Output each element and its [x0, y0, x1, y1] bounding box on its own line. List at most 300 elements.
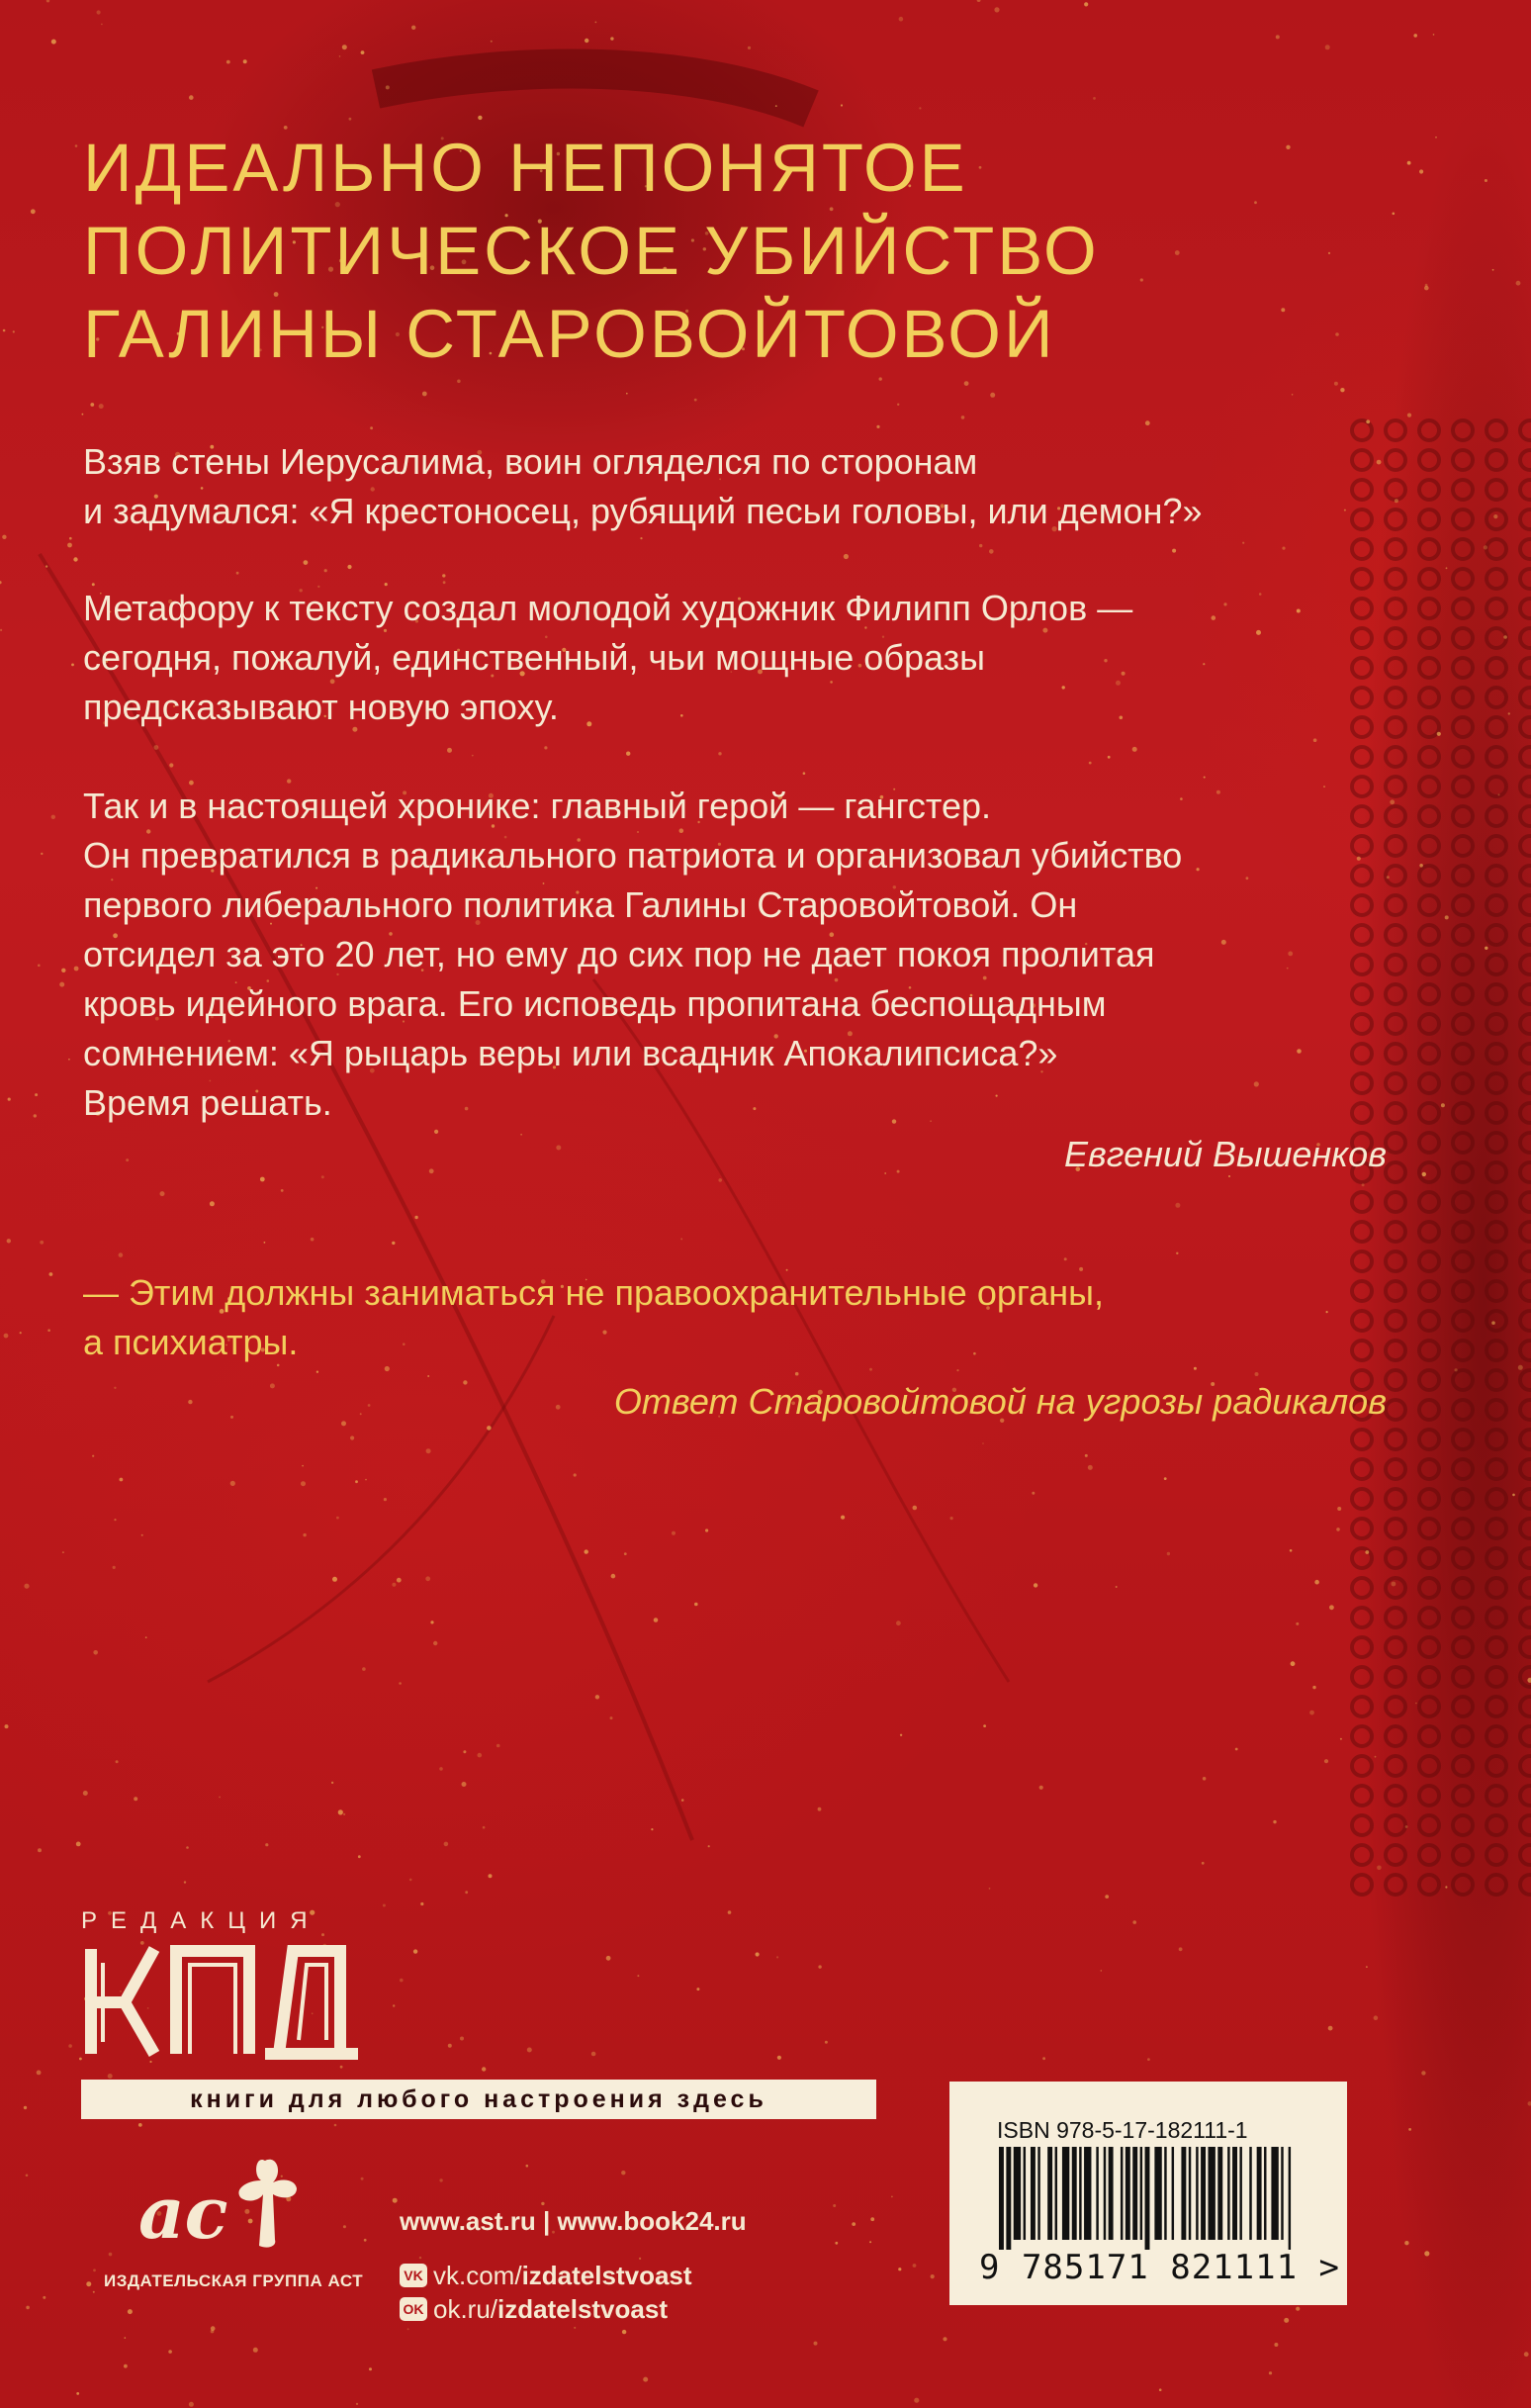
speckle [108, 2074, 113, 2079]
barcode-bar [1257, 2147, 1262, 2240]
speckle [226, 60, 230, 64]
speckle [1392, 1582, 1396, 1587]
speckle [931, 2274, 935, 2278]
speckle [1340, 388, 1344, 392]
speckle [114, 1519, 116, 1521]
speckle [230, 1416, 233, 1419]
speckle [1508, 712, 1510, 714]
speckle [126, 1158, 129, 1161]
speckle [61, 969, 65, 972]
speckle [1441, 1103, 1445, 1107]
speckle [392, 1242, 395, 1245]
barcode-bar [1126, 2147, 1130, 2240]
speckle [358, 1855, 361, 1858]
speckle [1518, 1365, 1523, 1370]
speckle [336, 1517, 339, 1520]
speckle [1329, 1605, 1334, 1610]
speckle [210, 1201, 215, 1206]
speckle [1032, 1492, 1035, 1495]
paragraph-line: Так и в настоящей хронике: главный герой — гангстер. [83, 786, 992, 826]
speckle [69, 537, 72, 540]
speckle [718, 1178, 722, 1182]
barcode-icon [999, 2147, 1296, 2250]
speckle [76, 2392, 79, 2395]
speckle [422, 392, 427, 397]
speckle [1042, 2057, 1045, 2060]
speckle [439, 2178, 442, 2181]
speckle [341, 1421, 346, 1426]
vk-icon: VK [400, 2264, 427, 2287]
barcode-bar [1289, 2147, 1291, 2250]
speckle [393, 2198, 398, 2203]
speckle [1273, 1820, 1276, 1823]
speckle [429, 1168, 434, 1173]
speckle [1503, 635, 1507, 639]
paragraph-line: сегодня, пожалуй, единственный, чьи мощные образы [83, 637, 985, 678]
quote-line: а психиатры. [83, 1322, 299, 1362]
speckle [361, 2177, 364, 2180]
paragraph-line: и задумался: «Я крестоносец, рубящий песьи головы, или демон?» [83, 491, 1203, 531]
speckle [444, 1842, 449, 1847]
speckle [51, 815, 55, 819]
speckle [124, 2364, 128, 2368]
speckle [1269, 2371, 1272, 2374]
speckle [76, 1842, 81, 1847]
speckle [186, 1846, 189, 1849]
speckle [1325, 45, 1330, 49]
speckle [1484, 545, 1487, 549]
speckle [705, 1528, 708, 1531]
speckle [1290, 1549, 1293, 1552]
speckle [1064, 1257, 1067, 1260]
barcode-bar [1079, 2147, 1081, 2240]
speckle [994, 7, 999, 12]
speckle [1176, 1252, 1178, 1254]
speckle [869, 1368, 872, 1371]
speckle [708, 1845, 710, 1847]
speckle [643, 2377, 648, 2382]
speckle [1425, 284, 1428, 287]
publisher-websites[interactable]: www.ast.ru | www.book24.ru [400, 2206, 747, 2236]
speckle [407, 2328, 409, 2330]
speckle [13, 330, 15, 332]
speckle [621, 2171, 625, 2175]
speckle [463, 1750, 466, 1753]
speckle [1255, 1372, 1259, 1376]
speckle [1235, 1748, 1238, 1751]
speckle [219, 1797, 221, 1799]
speckle [59, 982, 64, 987]
speckle [349, 118, 352, 121]
speckle [1375, 1756, 1377, 1758]
speckle [964, 381, 969, 386]
speckle [611, 1574, 616, 1579]
quote-line: — Этим должны заниматься не правоохранительные органы, [83, 1272, 1104, 1313]
speckle [20, 1332, 22, 1334]
speckle [1286, 145, 1290, 149]
speckle [487, 1426, 492, 1431]
speckle [626, 752, 630, 756]
speckle [574, 1473, 577, 1476]
barcode-bar [1031, 2147, 1036, 2240]
speckle [119, 1252, 124, 1257]
speckle [90, 403, 94, 407]
speckle [1034, 1583, 1037, 1587]
speckle [803, 772, 806, 775]
speckle [365, 1479, 367, 1481]
speckle [1314, 1580, 1319, 1585]
speckle [728, 1910, 732, 1914]
paragraph-line: Время решать. [83, 1082, 332, 1123]
speckle [833, 2204, 836, 2207]
speckle [841, 1516, 845, 1520]
speckle [950, 1517, 953, 1520]
speckle [243, 59, 247, 63]
author-signature: Евгений Вышенков [1063, 1134, 1387, 1174]
barcode-panel [949, 2082, 1347, 2305]
ok-link[interactable] [400, 2292, 747, 2326]
barcode-bar [1208, 2147, 1215, 2240]
speckle [1455, 1368, 1458, 1371]
barcode-bar [1006, 2147, 1011, 2250]
speckle [818, 1965, 821, 1968]
speckle [483, 1826, 486, 1829]
speckle [527, 2048, 532, 2053]
speckle [1413, 34, 1417, 38]
speckle [977, 0, 981, 2]
speckle [1491, 1321, 1495, 1325]
speckle [145, 1636, 147, 1638]
speckle [585, 1549, 588, 1553]
speckle [47, 1329, 50, 1332]
speckle [347, 565, 351, 569]
speckle [852, 2222, 856, 2226]
speckle [694, 399, 697, 402]
speckle [211, 2330, 215, 2334]
speckle [1132, 747, 1137, 752]
title-line: ГАЛИНЫ СТАРОВОЙТОВОЙ [83, 296, 1056, 372]
ast-logo-icon [138, 2147, 316, 2256]
speckle [120, 1478, 124, 1482]
speckle [73, 557, 77, 561]
speckle [355, 1480, 358, 1483]
speckle [113, 1566, 116, 1569]
barcode-bar [1121, 2147, 1123, 2240]
speckle [696, 1988, 699, 1991]
speckle [324, 569, 327, 572]
speckle [1421, 2071, 1425, 2075]
speckle [640, 537, 642, 539]
speckle [109, 2253, 113, 2257]
speckle [1194, 1367, 1197, 1370]
speckle [914, 2398, 919, 2403]
speckle [1324, 1759, 1328, 1763]
speckle [1334, 382, 1338, 386]
speckle [302, 1465, 304, 1467]
speckle [270, 1383, 275, 1388]
speckle [835, 2242, 838, 2245]
speckle [1274, 2343, 1278, 2347]
speckle [409, 1879, 412, 1882]
speckle [370, 426, 373, 429]
speckle [626, 393, 628, 395]
barcode-bar [1227, 2147, 1229, 2240]
speckle [610, 37, 613, 40]
speckle [694, 1603, 698, 1607]
speckle [420, 1902, 423, 1905]
speckle [795, 1372, 799, 1376]
speckle [411, 26, 415, 30]
speckle [361, 50, 365, 54]
speckle [24, 2106, 27, 2109]
speckle [7, 1239, 11, 1243]
speckle [1435, 137, 1437, 139]
speckle [489, 1874, 493, 1878]
speckle [1366, 419, 1370, 423]
speckle [0, 629, 2, 631]
speckle [1362, 1183, 1365, 1186]
speckle [2, 535, 6, 539]
speckle [1088, 1465, 1093, 1470]
speckle [979, 544, 982, 547]
speckle [1132, 1920, 1136, 1924]
speckle [253, 2348, 258, 2353]
texture-stroke [376, 69, 811, 109]
speckle [71, 664, 74, 667]
speckle [128, 2309, 133, 2314]
speckle [343, 1813, 345, 1815]
speckle [338, 1809, 343, 1814]
speckle [125, 2337, 127, 2339]
speckle [38, 965, 41, 968]
paragraph-artist [83, 584, 1398, 732]
paragraph-line: Взяв стены Иерусалима, воин огляделся по сторонам [83, 441, 978, 482]
speckle [1084, 2, 1088, 6]
paragraph-line: Метафору к тексту создал молодой художник Филипп Орлов — [83, 588, 1133, 628]
paragraph-line: предсказывают новую эпоху. [83, 687, 559, 727]
speckle [595, 1695, 599, 1699]
speckle [97, 10, 101, 14]
speckle [891, 2196, 893, 2198]
speckle [26, 2306, 30, 2310]
speckle [990, 393, 995, 398]
speckle [1337, 1507, 1341, 1511]
speckle [433, 1641, 437, 1645]
speckle [356, 2403, 358, 2405]
speckle [463, 1380, 467, 1384]
speckle [1366, 1966, 1368, 1968]
speckle [919, 107, 921, 109]
speckle [184, 1881, 186, 1883]
speckle [427, 1375, 429, 1377]
paragraph-line: Он превратился в радикального патриота и организовал убийство [83, 835, 1183, 876]
paragraph-line: отсидел за это 20 лет, но ему до сих пор не дает покоя пролитая [83, 934, 1155, 974]
speckle [93, 2291, 95, 2293]
speckle [825, 2041, 828, 2044]
speckle [413, 1949, 417, 1953]
speckle [414, 1216, 417, 1219]
speckle [1159, 2388, 1162, 2391]
barcode-bar [1055, 2147, 1057, 2240]
speckle [1108, 756, 1111, 759]
barcode-bar [1132, 2147, 1137, 2240]
speckle [24, 1584, 29, 1589]
speckle [913, 2264, 917, 2268]
speckle [304, 560, 309, 565]
speckle [595, 22, 597, 24]
speckle [430, 1621, 433, 1623]
speckle [1292, 394, 1294, 396]
publisher-links [400, 2206, 747, 2326]
ok-prefix: ok.ru/ [433, 2293, 498, 2324]
speckle [1516, 281, 1521, 286]
barcode-bar [1037, 2147, 1039, 2240]
speckle [1085, 1454, 1088, 1457]
speckle [1164, 1477, 1167, 1480]
speckle [331, 1782, 333, 1784]
svg-text:ac: ac [138, 2171, 228, 2255]
speckle [776, 1956, 778, 1958]
speckle [718, 752, 721, 755]
speckle [1284, 2318, 1289, 2323]
speckle [457, 380, 461, 384]
speckle [260, 1177, 265, 1182]
speckle [8, 1098, 11, 1101]
speckle [62, 1551, 64, 1553]
speckle [1335, 332, 1339, 336]
speckle [989, 1888, 991, 1890]
speckle [264, 1242, 266, 1244]
speckle [392, 1583, 396, 1587]
speckle [478, 1753, 483, 1758]
speckle [900, 1734, 902, 1736]
speckle [1445, 1886, 1447, 1888]
speckle [460, 2037, 464, 2041]
speckle [841, 104, 843, 106]
barcode-bar [1024, 2147, 1026, 2240]
speckle [1407, 161, 1411, 165]
speckle [1328, 2026, 1333, 2031]
speckle [448, 2044, 452, 2048]
barcode-bar [1264, 2147, 1266, 2240]
speckle [189, 2402, 194, 2407]
vk-prefix: vk.com/ [433, 2260, 522, 2290]
speckle [5, 1724, 9, 1728]
speckle [51, 40, 56, 45]
speckle [1419, 169, 1423, 173]
speckle [265, 1843, 268, 1846]
paragraph-line: первого либерального политика Галины Старовойтовой. Он [83, 884, 1078, 925]
speckle [362, 1667, 366, 1671]
speckle [622, 2330, 626, 2334]
barcode-bar [1109, 2147, 1114, 2240]
speckle [1312, 1686, 1315, 1689]
speckle [1422, 1172, 1426, 1176]
barcode-bar [1181, 2147, 1186, 2240]
speckle [1328, 252, 1330, 254]
speckle [1415, 1703, 1417, 1705]
speckle [38, 1848, 42, 1852]
speckle [1528, 2101, 1531, 2105]
speckle [681, 1799, 684, 1802]
speckle [384, 1498, 387, 1501]
barcode-bar [1014, 2147, 1021, 2240]
speckle [1446, 567, 1448, 569]
speckle [425, 1576, 430, 1581]
texture-stroke [40, 554, 692, 1840]
speckle [1242, 542, 1244, 544]
speckle [1204, 777, 1206, 779]
speckle [316, 1371, 318, 1373]
speckle [748, 46, 751, 49]
isbn-label: ISBN 978-5-17-182111-1 [997, 2117, 1248, 2143]
vk-handle: izdatelstvoast [521, 2260, 692, 2290]
barcode-bar [1201, 2147, 1206, 2240]
speckle [83, 1791, 88, 1796]
speckle [1365, 1550, 1369, 1554]
speckle [116, 1760, 119, 1763]
speckle [236, 572, 239, 575]
speckle [899, 17, 904, 22]
speckle [0, 581, 2, 584]
speckle [983, 1724, 986, 1727]
speckle [3, 329, 6, 332]
barcode-bar [1196, 2147, 1198, 2240]
speckle [40, 1241, 44, 1245]
speckle [49, 1272, 53, 1276]
speckle [591, 2052, 596, 2057]
speckle [168, 2350, 172, 2354]
barcode-bar [1062, 2147, 1069, 2240]
speckle [844, 554, 849, 559]
speckle [1145, 420, 1150, 425]
speckle [82, 414, 84, 416]
speckle [876, 425, 879, 428]
speckle [442, 574, 445, 577]
kpd-logo-icon [81, 1943, 368, 2060]
speckle [43, 2296, 45, 2299]
ok-handle: izdatelstvoast [497, 2293, 668, 2324]
speckle [1101, 1970, 1103, 1972]
speckle [340, 2066, 343, 2069]
speckle [896, 1621, 901, 1625]
vk-link[interactable] [400, 2259, 747, 2292]
speckle [1276, 35, 1280, 39]
speckle [585, 39, 588, 43]
speckle [672, 1531, 675, 1535]
speckle [544, 746, 547, 749]
speckle [961, 416, 965, 419]
barcode-bar [1217, 2147, 1222, 2240]
speckle [775, 105, 777, 107]
speckle [138, 2123, 142, 2127]
speckle [1407, 414, 1411, 417]
speckle [1437, 732, 1441, 736]
speckle [134, 1797, 137, 1801]
speckle [67, 543, 72, 548]
barcode-bar [1145, 2147, 1150, 2250]
speckle [321, 1175, 324, 1178]
speckle [149, 2061, 151, 2063]
speckle [478, 116, 482, 120]
speckle [1203, 1777, 1207, 1781]
speckle [342, 45, 347, 49]
speckle [1296, 1622, 1299, 1625]
speckle [189, 95, 194, 100]
speckle [610, 1716, 613, 1719]
barcode-bar [1047, 2147, 1052, 2240]
speckle [368, 1404, 371, 1407]
